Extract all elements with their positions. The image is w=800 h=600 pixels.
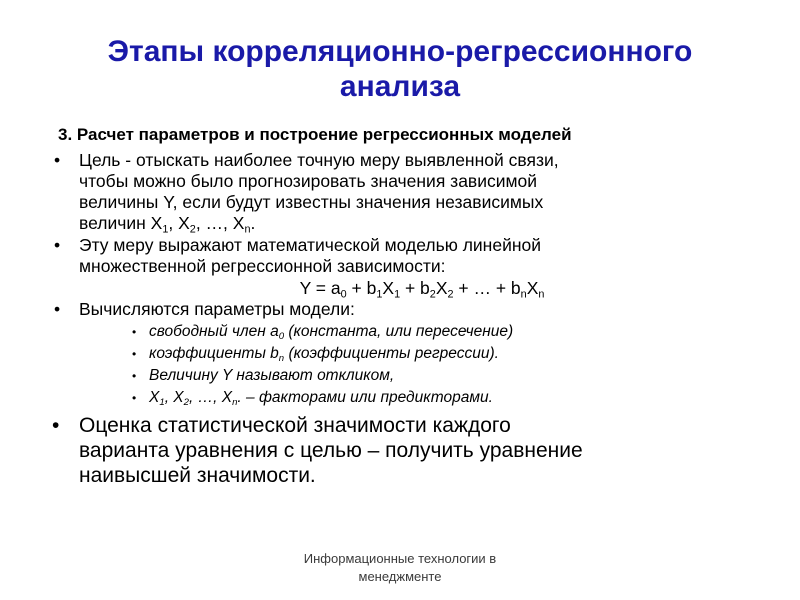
param-item-factors bbox=[52, 387, 752, 409]
measure-line-1: Эту меру выражают математической моделью линейной bbox=[79, 235, 542, 255]
formula-part: + b bbox=[400, 278, 430, 298]
bullet-marker: • bbox=[132, 325, 137, 339]
param-text: . – факторами или предикторами. bbox=[237, 389, 493, 406]
subscript: 2 bbox=[189, 223, 196, 236]
slide-footer bbox=[0, 550, 800, 586]
param-item-coefficients bbox=[52, 343, 752, 365]
title-line-1: Этапы корреляционно-регрессионного bbox=[107, 35, 693, 68]
slide-content bbox=[52, 150, 752, 488]
measure-line-2: множественной регрессионной зависимости: bbox=[79, 256, 446, 276]
param-text: (константа, или пересечение) bbox=[284, 323, 514, 340]
subscript: 1 bbox=[162, 223, 169, 236]
param-text: , …, X bbox=[188, 389, 233, 406]
subscript: n bbox=[278, 352, 285, 364]
bullet-marker: • bbox=[132, 391, 137, 405]
subscript: n bbox=[232, 396, 238, 408]
subscript: 0 bbox=[278, 330, 285, 342]
subscript: 0 bbox=[340, 288, 347, 301]
param-text: свободный член a bbox=[149, 323, 279, 340]
bullet-evaluation bbox=[52, 413, 752, 488]
evaluation-line-2: варианта уравнения с целью – получить уравнение bbox=[79, 439, 583, 462]
subscript: n bbox=[538, 288, 545, 301]
param-text: (коэффициенты регрессии). bbox=[284, 345, 499, 362]
formula-part: + … + b bbox=[453, 278, 521, 298]
formula-part: + b bbox=[346, 278, 377, 298]
goal-text: . bbox=[250, 213, 256, 233]
title-line-2: анализа bbox=[339, 70, 461, 103]
param-text: коэффициенты b bbox=[149, 345, 279, 362]
param-item-response bbox=[52, 365, 752, 387]
subscript: 2 bbox=[447, 288, 454, 301]
formula-part: X bbox=[382, 278, 395, 298]
formula-part: Y = a bbox=[299, 278, 341, 298]
subscript: 1 bbox=[376, 288, 383, 301]
param-text: X bbox=[149, 389, 160, 406]
bullet-marker: • bbox=[132, 347, 137, 361]
formula-part: X bbox=[526, 278, 539, 298]
slide-title bbox=[0, 34, 800, 104]
goal-line-2: чтобы можно было прогнозировать значения зависимой bbox=[79, 171, 538, 191]
evaluation-line-3: наивысшей значимости. bbox=[79, 464, 316, 487]
bullet-marker: • bbox=[54, 299, 61, 319]
param-text: Величину Y называют откликом, bbox=[149, 367, 395, 384]
goal-text: , X bbox=[168, 213, 190, 233]
formula-part: X bbox=[435, 278, 448, 298]
section-heading: 3. Расчет параметров и построение регрессионных моделей bbox=[58, 125, 572, 144]
bullet-marker: • bbox=[132, 369, 137, 383]
footer-line-1: Информационные технологии в bbox=[303, 551, 497, 566]
bullet-marker: • bbox=[54, 150, 61, 170]
goal-text: , …, X bbox=[195, 213, 245, 233]
bullet-goal bbox=[52, 150, 752, 234]
param-item-intercept bbox=[52, 321, 752, 343]
subscript: 2 bbox=[429, 288, 436, 301]
bullet-marker: • bbox=[54, 235, 61, 255]
goal-line-1: Цель - отыскать наиболее точную меру выявленной связи, bbox=[79, 150, 559, 170]
subscript: n bbox=[244, 223, 251, 236]
params-heading: Вычисляются параметры модели: bbox=[79, 299, 355, 319]
subscript: 1 bbox=[159, 396, 165, 408]
bullet-marker: • bbox=[52, 414, 60, 437]
param-text: , X bbox=[164, 389, 184, 406]
goal-line-4 bbox=[79, 213, 752, 234]
bullet-params-heading bbox=[52, 299, 752, 320]
goal-line-3: величины Y, если будут известны значения независимых bbox=[79, 192, 544, 212]
regression-formula bbox=[52, 278, 752, 299]
bullet-measure bbox=[52, 235, 752, 277]
goal-text: величин X bbox=[79, 213, 163, 233]
subscript: n bbox=[520, 288, 527, 301]
subscript: 2 bbox=[183, 396, 189, 408]
evaluation-line-1: Оценка статистической значимости каждого bbox=[79, 414, 511, 437]
footer-line-2: менеджменте bbox=[358, 569, 442, 584]
subscript: 1 bbox=[394, 288, 401, 301]
